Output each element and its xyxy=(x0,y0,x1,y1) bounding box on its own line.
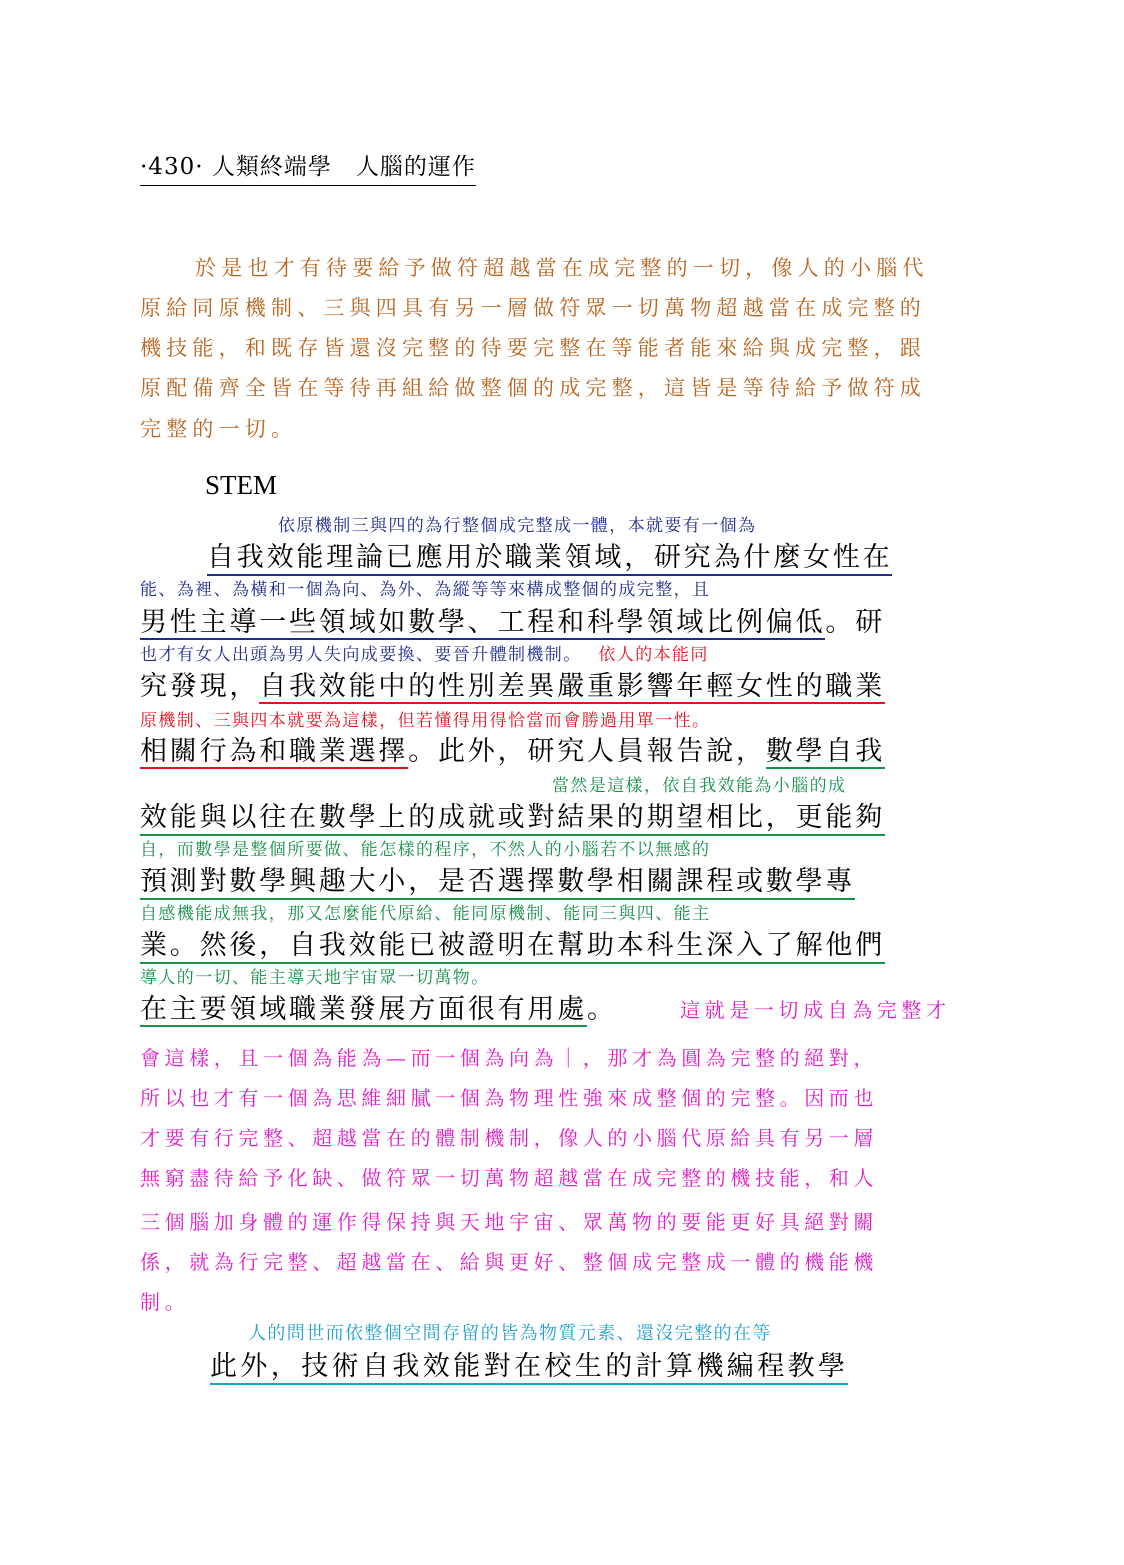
annotation-green: 當然是這樣，依自我效能為小腦的成 xyxy=(552,776,847,796)
underlined-phrase: 男性主導一些領域如數學、工程和科學領域比例偏低 xyxy=(140,607,826,638)
main-text-line xyxy=(140,600,885,639)
underlined-phrase: 自我效能中的性別差異嚴重影響年輕女性的職業 xyxy=(259,671,886,702)
annotation-blue: 依原機制三與四的為行整個成完整成一體，本就要有一個為 xyxy=(278,516,757,536)
main-text-fragment: 。此外，研究人員報告說， xyxy=(408,736,766,767)
annotation-red: 原機制、三與四本就要為這樣，但若懂得用得恰當而會勝過用單一性。 xyxy=(140,711,711,731)
orange-paragraph-line: 原給同原機制、三與四具有另一層做符眾一切萬物超越當在成完整的 xyxy=(140,296,926,320)
magenta-paragraph-line: 三個腦加身體的運作得保持與天地宇宙、眾萬物的要能更好具絕對關 xyxy=(140,1210,878,1234)
main-text-line xyxy=(140,664,885,703)
main-text-line: 業。然後，自我效能已被證明在幫助本科生深入了解他們 xyxy=(140,923,885,964)
main-text-line xyxy=(140,987,617,1026)
main-text-line: 自我效能理論已應用於職業領域，研究為什麼女性在 xyxy=(207,535,892,576)
underlined-phrase: 數學自我 xyxy=(765,736,886,767)
annotation-blue: 能、為裡、為橫和一個為向、為外、為縱等等來構成整個的成完整，且 xyxy=(140,580,711,600)
annotation-row xyxy=(140,640,709,665)
main-text-line: 預測對數學興趣大小，是否選擇數學相關課程或數學專 xyxy=(140,859,855,900)
underlined-phrase: 在主要領域職業發展方面很有用處 xyxy=(140,994,587,1025)
annotation-cyan: 人的問世而依整個空間存留的皆為物質元素、還沒完整的在等 xyxy=(248,1323,772,1344)
annotation-red: 依人的本能同 xyxy=(598,645,709,665)
main-text-line xyxy=(140,729,885,768)
annotation-green: 自感機能成無我，那又怎麼能代原給、能同原機制、能同三與四、能主 xyxy=(140,904,711,924)
annotation-green: 導人的一切、能主導天地宇宙眾一切萬物。 xyxy=(140,968,490,988)
main-text-line: 此外，技術自我效能對在校生的計算機編程教學 xyxy=(210,1344,848,1385)
main-text-fragment: 。研 xyxy=(825,607,886,638)
annotation-blue: 也才有女人出頭為男人失向成要換、要晉升體制機制。 xyxy=(140,645,582,665)
magenta-paragraph-line: 無窮盡待給予化缺、做符眾一切萬物超越當在成完整的機技能，和人 xyxy=(140,1166,878,1190)
magenta-paragraph-line: 所以也才有一個為思維細膩一個為物理性強來成整個的完整。因而也 xyxy=(140,1086,878,1110)
orange-paragraph-line: 完整的一切。 xyxy=(140,417,298,441)
magenta-paragraph-line: 才要有行完整、超越當在的體制機制，像人的小腦代原給具有另一層 xyxy=(140,1126,878,1150)
orange-paragraph-line: 於是也才有待要給予做符超越當在成完整的一切，像人的小腦代 xyxy=(195,256,929,280)
main-text-fragment: 。 xyxy=(587,994,617,1025)
magenta-paragraph-line: 係，就為行完整、超越當在、給與更好、整個成完整成一體的機能機 xyxy=(140,1250,878,1274)
orange-paragraph-line: 機技能，和既存皆還沒完整的待要完整在等能者能來給與成完整，跟 xyxy=(140,336,926,360)
magenta-paragraph-line: 制。 xyxy=(140,1290,190,1314)
page-header: ·430· 人類終端學 人腦的運作 xyxy=(140,148,476,186)
magenta-paragraph-line: 會這樣，且一個為能為—而一個為向為｜，那才為圓為完整的絕對， xyxy=(140,1046,878,1070)
main-text-line: 效能與以往在數學上的成就或對結果的期望相比，更能夠 xyxy=(140,795,885,836)
section-label: STEM xyxy=(205,470,278,500)
annotation-green: 自，而數學是整個所要做、能怎樣的程序，不然人的小腦若不以無感的 xyxy=(140,840,711,860)
underlined-phrase: 相關行為和職業選擇 xyxy=(140,736,409,767)
main-text-fragment: 究發現， xyxy=(140,671,260,702)
magenta-paragraph-line: 這就是一切成自為完整才 xyxy=(680,998,951,1022)
orange-paragraph-line: 原配備齊全皆在等待再組給做整個的成完整，這皆是等待給予做符成 xyxy=(140,376,926,400)
